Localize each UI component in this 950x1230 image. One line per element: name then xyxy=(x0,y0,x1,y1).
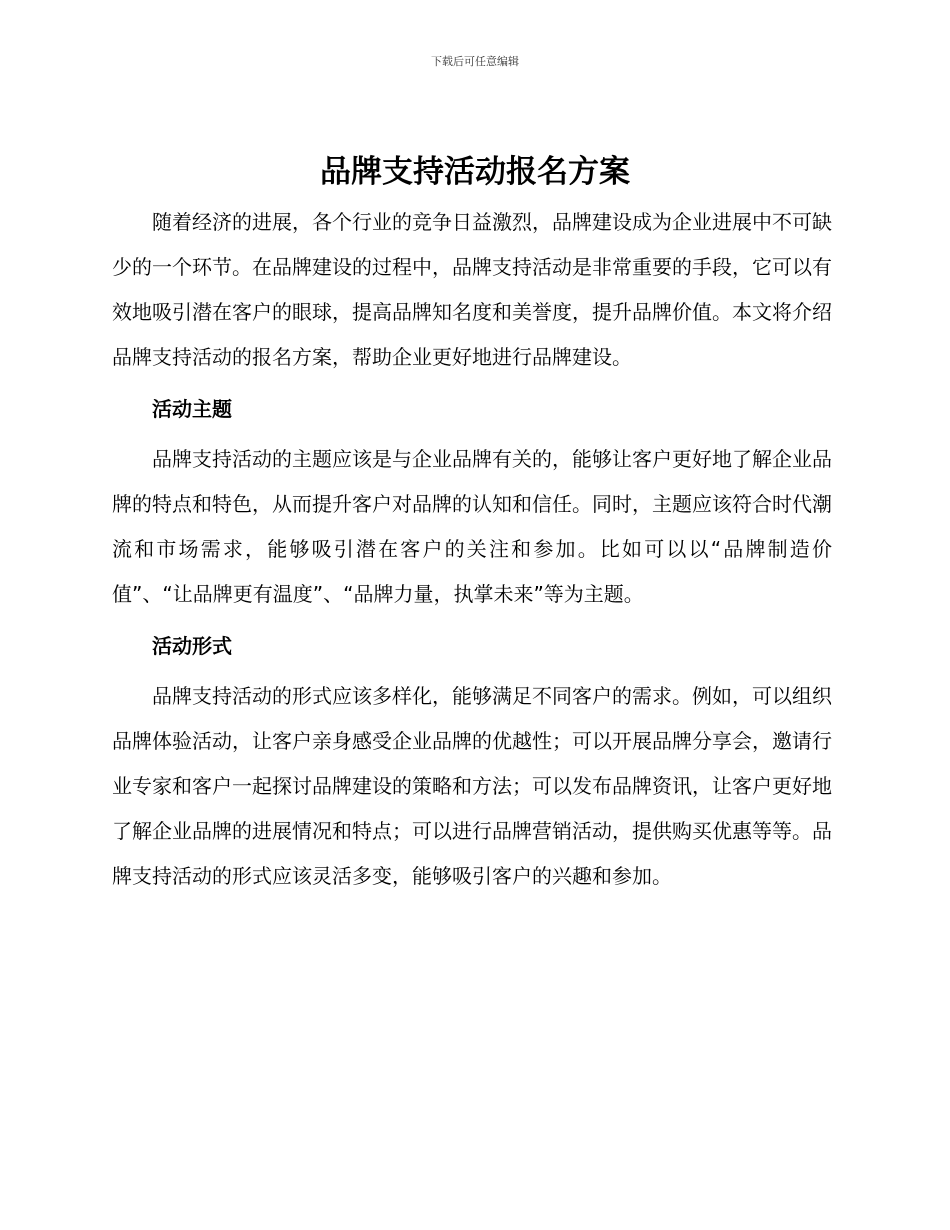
section-heading-theme: 活动主题 xyxy=(152,397,232,421)
section-paragraph-theme: 品牌支持活动的主题应该是与企业品牌有关的，能够让客户更好地了解企业品牌的特点和特色，从而提升客户对品牌的认知和信任。同时，主题应该符合时代潮流和市场需求，能够吸引潜在客户的关注和参加。比如可以以“品牌制造价值”、“让品牌更有温度”、“品牌力量，执掌未来”等为主题。 xyxy=(112,447,832,606)
intro-paragraph: 随着经济的进展，各个行业的竞争日益激烈，品牌建设成为企业进展中不可缺少的一个环节。在品牌建设的过程中，品牌支持活动是非常重要的手段，它可以有效地吸引潜在客户的眼球，提高品牌知名度和美誉度，提升品牌价值。本文将介绍品牌支持活动的报名方案，帮助企业更好地进行品牌建设。 xyxy=(112,210,832,369)
document-title: 品牌支持活动报名方案 xyxy=(320,154,630,190)
document-body xyxy=(112,200,832,899)
section-heading-format: 活动形式 xyxy=(152,634,232,658)
header-note: 下载后可任意编辑 xyxy=(431,55,519,68)
section-paragraph-format: 品牌支持活动的形式应该多样化，能够满足不同客户的需求。例如，可以组织品牌体验活动，让客户亲身感受企业品牌的优越性；可以开展品牌分享会，邀请行业专家和客户一起探讨品牌建设的策略和方法；可以发布品牌资讯，让客户更好地了解企业品牌的进展情况和特点；可以进行品牌营销活动，提供购买优惠等等。品牌支持活动的形式应该灵活多变，能够吸引客户的兴趣和参加。 xyxy=(112,684,832,888)
